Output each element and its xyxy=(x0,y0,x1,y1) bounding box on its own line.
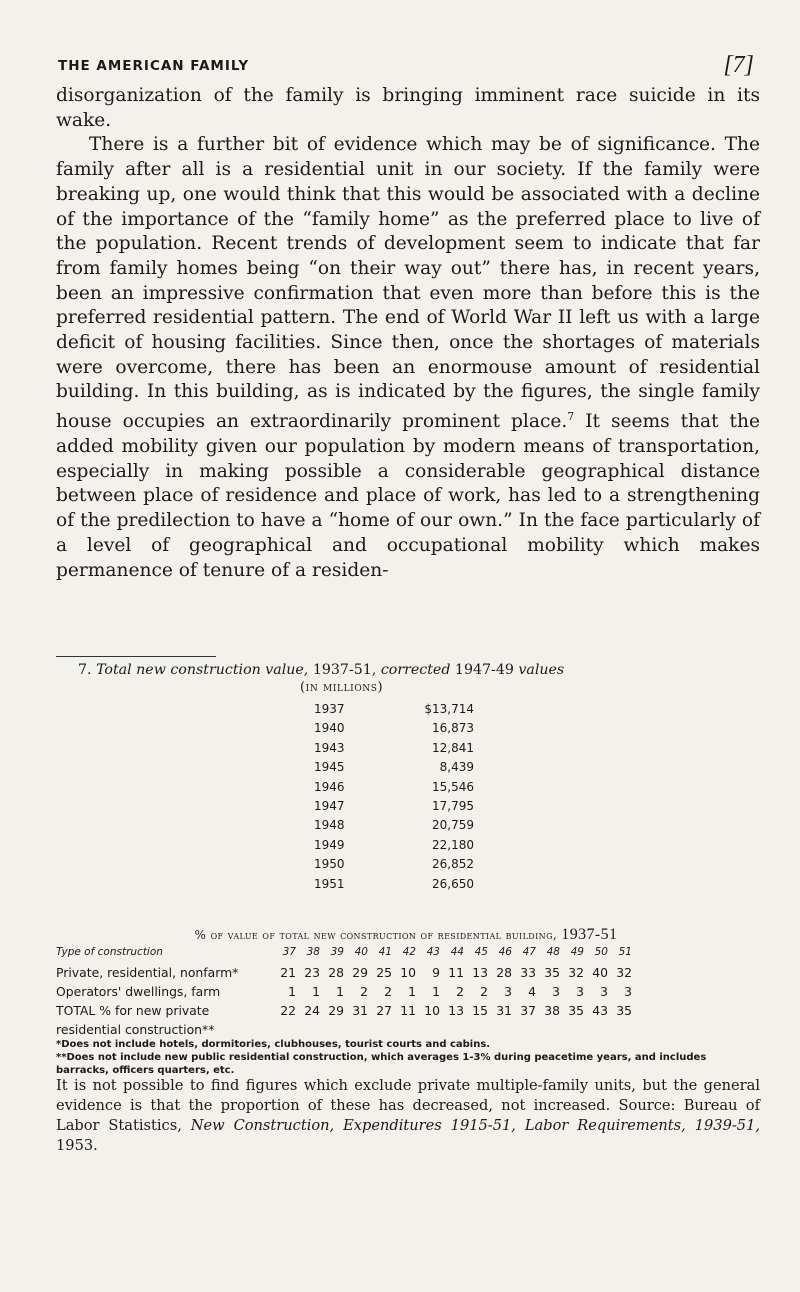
year-header: 46 xyxy=(498,946,512,958)
footnote-years-a: 1937-51, xyxy=(312,662,377,678)
source-paragraph xyxy=(56,1076,760,1156)
paragraph-main-text-a: There is a further bit of evidence which may be of significance. The family after all is a residential unit in our society. If the family were breaking up, one would think that this would be associated with a decline of the importance of the “family home” as the preferred place to live of the population. Recent trends of development seem to indicate that far from family homes being “on their way out” there has, in recent years, been an impressive confirmation that even more than before this is the preferred residential pattern. The end of World War II left us with a large deficit of housing facilities. Since then, once the shortages of materials were overcome, there has been an enormouse amount of residential building. In this building, as is indicated by the figures, the single family house occupies an extraordinarily prominent place. xyxy=(56,134,760,433)
table-cell: 9 xyxy=(432,965,440,980)
table-cell: 10 xyxy=(424,1003,440,1018)
table-cell: 2 xyxy=(456,984,464,999)
table-cell: 2 xyxy=(360,984,368,999)
table-cell: 32 xyxy=(616,965,632,980)
table-cell: 25 xyxy=(376,965,392,980)
table-cell: 4 xyxy=(528,984,536,999)
column-header-type: Type of construction xyxy=(56,946,163,958)
footnote-rule xyxy=(56,656,216,657)
table-cell: 24 xyxy=(304,1003,320,1018)
table-cell: 27 xyxy=(376,1003,392,1018)
year-cell: 1950 xyxy=(314,857,345,872)
table-cell: 15 xyxy=(472,1003,488,1018)
table-cell: 13 xyxy=(472,965,488,980)
paragraph-main-text-b: It seems that the added mobility given our population by modern means of transportation, especially in making possible a considerable geographical distance between place of residence and place of work, has led to a strengthening of the predilection to have a “home of our own.” In the face particularly of a level of geographical and occupational mobility which makes permanence of tenure of a residen- xyxy=(56,411,760,581)
value-cell: 20,759 xyxy=(432,818,474,833)
table-row xyxy=(314,838,514,857)
year-header: 47 xyxy=(522,946,536,958)
table-cell: 35 xyxy=(616,1003,632,1018)
percentage-table-title xyxy=(56,926,756,944)
value-cell: 12,841 xyxy=(432,740,474,755)
footnote-title-a: Total new construction value, xyxy=(96,662,309,678)
table-cell: 1 xyxy=(312,984,320,999)
year-header: 45 xyxy=(474,946,488,958)
table-row xyxy=(314,760,514,779)
table-cell: 38 xyxy=(544,1003,560,1018)
table-note-2: **Does not include new public residential construction, which averages 1-3% during peacetime years, and includes barracks, officers quarters, etc. xyxy=(56,1052,707,1076)
table-cell: 35 xyxy=(568,1003,584,1018)
table-cell: 23 xyxy=(304,965,320,980)
table-cell: 28 xyxy=(496,965,512,980)
running-head xyxy=(56,52,760,82)
year-header: 42 xyxy=(402,946,416,958)
table-cell: 33 xyxy=(520,965,536,980)
table-cell: 40 xyxy=(592,965,608,980)
table-cell: 31 xyxy=(496,1003,512,1018)
year-cell: 1951 xyxy=(314,876,345,891)
year-header: 38 xyxy=(306,946,320,958)
year-cell: 1947 xyxy=(314,798,345,813)
table-row xyxy=(314,799,514,818)
year-header: 37 xyxy=(282,946,296,958)
table-cell: 1 xyxy=(336,984,344,999)
percentage-table-years: 1937-51 xyxy=(561,926,618,943)
table-cell: 13 xyxy=(448,1003,464,1018)
paragraph-continued: disorganization of the family is bringing imminent race suicide in its wake. xyxy=(56,85,760,131)
year-header: 49 xyxy=(570,946,584,958)
table-cell: 43 xyxy=(592,1003,608,1018)
year-cell: 1940 xyxy=(314,721,345,736)
value-cell: 17,795 xyxy=(432,798,474,813)
table-cell: 10 xyxy=(400,965,416,980)
row-label-continued: residential construction** xyxy=(56,1022,215,1037)
table-cell: 3 xyxy=(600,984,608,999)
year-header: 39 xyxy=(330,946,344,958)
footnote-number: 7. xyxy=(78,662,92,678)
table-header-row xyxy=(56,946,760,965)
source-text: It is not possible to find figures which exclude private multiple-family units, but the general evidence is that the proportion of these has decreased, not increased. Source: Bureau of Labor Statistics, xyxy=(56,1077,760,1134)
year-cell: 1945 xyxy=(314,760,345,775)
table-note-1: *Does not include hotels, dormitories, clubhouses, tourist courts and cabins. xyxy=(56,1039,491,1050)
footnote-heading xyxy=(56,660,676,680)
construction-values-table xyxy=(314,702,514,896)
table-row xyxy=(314,721,514,740)
table-row xyxy=(314,741,514,760)
table-cell: 31 xyxy=(352,1003,368,1018)
table-row-operators-dwellings xyxy=(56,984,760,1003)
table-cell: 3 xyxy=(576,984,584,999)
table-row-private-residential xyxy=(56,965,760,984)
source-publication-title: New Construction, Expenditures 1915-51, Labor Requirements, 1939-51, xyxy=(190,1117,760,1134)
table-cell: 29 xyxy=(352,965,368,980)
table-cell: 2 xyxy=(480,984,488,999)
table-cell: 3 xyxy=(624,984,632,999)
table-cell: 28 xyxy=(328,965,344,980)
table-cell: 21 xyxy=(280,965,296,980)
footnote-reference[interactable]: 7 xyxy=(567,410,575,424)
table-cell: 3 xyxy=(552,984,560,999)
table-row-total xyxy=(56,1003,760,1022)
table-row xyxy=(314,702,514,721)
table-row xyxy=(314,818,514,837)
table-cell: 2 xyxy=(384,984,392,999)
percentage-table-title-text: % of value of total new construction of residential building, xyxy=(194,928,558,942)
table-row xyxy=(314,857,514,876)
table-cell: 1 xyxy=(432,984,440,999)
table-row xyxy=(314,877,514,896)
year-header: 41 xyxy=(378,946,392,958)
table-cell: 1 xyxy=(288,984,296,999)
year-header: 40 xyxy=(354,946,368,958)
table-cell: 11 xyxy=(448,965,464,980)
table-notes xyxy=(56,1038,760,1077)
page-number: [7] xyxy=(723,52,754,78)
table-cell: 3 xyxy=(504,984,512,999)
year-cell: 1937 xyxy=(314,702,345,716)
row-label: Private, residential, nonfarm* xyxy=(56,965,239,980)
year-cell: 1948 xyxy=(314,818,345,833)
running-title: THE AMERICAN FAMILY xyxy=(58,58,250,74)
table-cell: 37 xyxy=(520,1003,536,1018)
year-cell: 1946 xyxy=(314,779,345,794)
year-cell: 1943 xyxy=(314,740,345,755)
body-text xyxy=(56,84,760,583)
footnote-years-b: 1947-49 xyxy=(454,662,514,678)
percentage-table xyxy=(56,946,760,1041)
year-header: 51 xyxy=(618,946,632,958)
table-cell: 1 xyxy=(408,984,416,999)
table-cell: 29 xyxy=(328,1003,344,1018)
table-cell: 35 xyxy=(544,965,560,980)
row-label: Operators' dwellings, farm xyxy=(56,984,221,999)
year-cell: 1949 xyxy=(314,837,345,852)
year-header: 43 xyxy=(426,946,440,958)
year-header: 48 xyxy=(546,946,560,958)
source-year: 1953. xyxy=(56,1137,98,1154)
footnote-title-b: corrected xyxy=(380,662,451,678)
year-header: 50 xyxy=(594,946,608,958)
table-cell: 11 xyxy=(400,1003,416,1018)
value-cell: 22,180 xyxy=(432,837,474,852)
value-cell: $13,714 xyxy=(424,702,474,716)
value-cell: 15,546 xyxy=(432,779,474,794)
value-cell: 16,873 xyxy=(432,721,474,736)
footnote-closing xyxy=(56,1076,760,1156)
row-label: TOTAL % for new private xyxy=(56,1003,210,1018)
footnote-subtitle: (in millions) xyxy=(300,680,384,695)
table-row xyxy=(314,780,514,799)
value-cell: 8,439 xyxy=(439,760,474,775)
table-cell: 32 xyxy=(568,965,584,980)
paragraph-main xyxy=(56,133,760,583)
footnote-title-c: values xyxy=(518,662,565,678)
table-cell: 22 xyxy=(280,1003,296,1018)
value-cell: 26,650 xyxy=(432,876,474,891)
year-header: 44 xyxy=(450,946,464,958)
value-cell: 26,852 xyxy=(432,857,474,872)
